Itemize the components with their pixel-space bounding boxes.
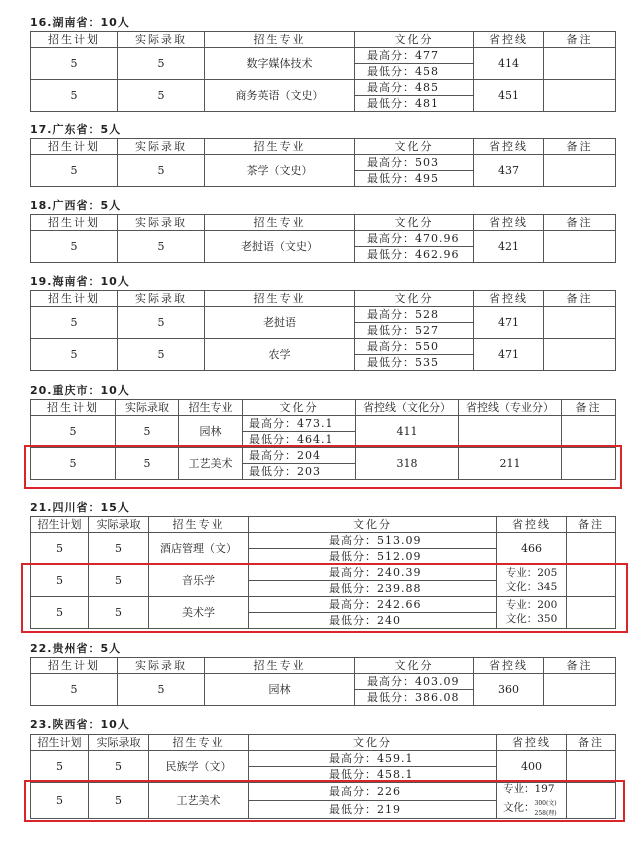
header-plan: 招生计划 — [31, 139, 118, 155]
max-score-cell: 最高分：470.96 — [355, 231, 474, 247]
table-row — [31, 307, 616, 323]
header-plan: 招生计划 — [31, 291, 118, 307]
min-score-cell: 最低分：240 — [249, 613, 497, 629]
admit-cell: 5 — [118, 307, 205, 339]
admit-cell: 5 — [118, 339, 205, 371]
plan-cell: 5 — [31, 751, 89, 783]
note-cell — [544, 48, 616, 80]
section-title-guangdong: 17.广东省：5人 — [30, 123, 122, 136]
max-score-cell: 最高分：204 — [243, 448, 356, 464]
note-cell — [562, 416, 616, 448]
table-hainan — [30, 290, 616, 371]
plan-cell: 5 — [31, 339, 118, 371]
table-header-row — [31, 291, 616, 307]
table-guangdong — [30, 138, 616, 187]
header-score: 文化分 — [249, 517, 497, 533]
section-title-guangxi: 18.广西省：5人 — [30, 199, 122, 212]
table-row — [31, 339, 616, 355]
min-score-cell: 最低分：219 — [249, 801, 497, 819]
section-title-hainan: 19.海南省：10人 — [30, 275, 130, 288]
control-line-major: 专业：197 — [503, 783, 555, 796]
control-line-major-cell — [459, 416, 562, 448]
admit-cell: 5 — [116, 448, 179, 480]
admit-cell: 5 — [118, 48, 205, 80]
major-cell: 园林 — [179, 416, 243, 448]
table-guangxi — [30, 214, 616, 263]
header-admit: 实际录取 — [118, 658, 205, 674]
major-cell: 茶学（文史） — [205, 155, 355, 187]
note-cell — [544, 339, 616, 371]
control-line-cell: 414 — [474, 48, 544, 80]
control-line-cell — [497, 783, 567, 819]
header-control-line: 省控线 — [474, 139, 544, 155]
section-title-hunan: 16.湖南省：10人 — [30, 16, 130, 29]
min-score-cell: 最低分：535 — [355, 355, 474, 371]
header-plan: 招生计划 — [31, 517, 89, 533]
header-score: 文化分 — [249, 735, 497, 751]
table-header-row — [31, 32, 616, 48]
header-plan: 招生计划 — [31, 400, 116, 416]
max-score-cell: 最高分：473.1 — [243, 416, 356, 432]
major-cell: 商务英语（文史） — [205, 80, 355, 112]
plan-cell: 5 — [31, 155, 118, 187]
plan-cell: 5 — [31, 231, 118, 263]
table-guizhou — [30, 657, 616, 706]
major-cell: 美术学 — [149, 597, 249, 629]
header-note: 备注 — [567, 517, 616, 533]
control-line-culture: 文化：350 — [505, 612, 558, 625]
note-cell — [544, 80, 616, 112]
header-note: 备注 — [544, 658, 616, 674]
section-title-shaanxi: 23.陕西省：10人 — [30, 718, 130, 731]
note-cell — [567, 597, 616, 629]
min-score-cell: 最低分：458 — [355, 64, 474, 80]
table-header-row — [31, 215, 616, 231]
header-admit: 实际录取 — [118, 139, 205, 155]
max-score-cell: 最高分：226 — [249, 783, 497, 801]
table-row — [31, 533, 616, 549]
culture-value-arts: 300(文) — [534, 799, 557, 807]
table-sichuan — [30, 516, 616, 629]
header-admit: 实际录取 — [118, 32, 205, 48]
admit-cell: 5 — [89, 783, 149, 819]
plan-cell: 5 — [31, 448, 116, 480]
table-row — [31, 80, 616, 96]
note-cell — [544, 307, 616, 339]
max-score-cell: 最高分：485 — [355, 80, 474, 96]
min-score-cell: 最低分：512.09 — [249, 549, 497, 565]
min-score-cell: 最低分：203 — [243, 464, 356, 480]
max-score-cell: 最高分：240.39 — [249, 565, 497, 581]
table-header-row — [31, 139, 616, 155]
section-title-guizhou: 22.贵州省：5人 — [30, 642, 122, 655]
max-score-cell: 最高分：513.09 — [249, 533, 497, 549]
major-cell: 音乐学 — [149, 565, 249, 597]
table-chongqing — [30, 399, 616, 480]
header-control-line: 省控线 — [474, 215, 544, 231]
min-score-cell: 最低分：458.1 — [249, 767, 497, 783]
plan-cell: 5 — [31, 674, 118, 706]
major-cell: 园林 — [205, 674, 355, 706]
note-cell — [567, 533, 616, 565]
header-note: 备注 — [544, 291, 616, 307]
min-score-cell: 最低分：527 — [355, 323, 474, 339]
header-admit: 实际录取 — [118, 291, 205, 307]
control-line-cell: 471 — [474, 339, 544, 371]
header-major: 招生专业 — [205, 32, 355, 48]
header-control-line: 省控线 — [474, 32, 544, 48]
major-cell: 老挝语 — [205, 307, 355, 339]
header-major: 招生专业 — [179, 400, 243, 416]
note-cell — [544, 674, 616, 706]
admit-cell: 5 — [118, 231, 205, 263]
control-line-cell: 421 — [474, 231, 544, 263]
table-header-row — [31, 517, 616, 533]
max-score-cell: 最高分：550 — [355, 339, 474, 355]
header-score: 文化分 — [355, 291, 474, 307]
admit-cell: 5 — [89, 565, 149, 597]
header-note: 备注 — [544, 139, 616, 155]
header-score: 文化分 — [355, 139, 474, 155]
admit-cell: 5 — [89, 597, 149, 629]
header-control-line: 省控线 — [474, 658, 544, 674]
header-admit: 实际录取 — [116, 400, 179, 416]
plan-cell: 5 — [31, 80, 118, 112]
min-score-cell: 最低分：464.1 — [243, 432, 356, 448]
plan-cell: 5 — [31, 416, 116, 448]
min-score-cell: 最低分：386.08 — [355, 690, 474, 706]
header-control-line-major: 省控线（专业分） — [459, 400, 562, 416]
header-major: 招生专业 — [149, 517, 249, 533]
header-major: 招生专业 — [205, 658, 355, 674]
major-cell: 农学 — [205, 339, 355, 371]
header-note: 备注 — [562, 400, 616, 416]
admit-cell: 5 — [89, 751, 149, 783]
control-line-cell: 466 — [497, 533, 567, 565]
header-note: 备注 — [544, 32, 616, 48]
major-cell: 老挝语（文史） — [205, 231, 355, 263]
control-line-cell — [497, 597, 567, 629]
note-cell — [567, 751, 616, 783]
admit-cell: 5 — [118, 80, 205, 112]
table-row — [31, 231, 616, 247]
table-row — [31, 783, 616, 801]
table-row — [31, 448, 616, 464]
control-line-culture-values — [535, 797, 557, 818]
header-note: 备注 — [567, 735, 616, 751]
table-row — [31, 48, 616, 64]
control-line-culture-cell: 411 — [356, 416, 459, 448]
max-score-cell: 最高分：503 — [355, 155, 474, 171]
header-plan: 招生计划 — [31, 658, 118, 674]
major-cell: 酒店管理（文） — [149, 533, 249, 565]
header-control-line: 省控线 — [474, 291, 544, 307]
plan-cell: 5 — [31, 48, 118, 80]
header-plan: 招生计划 — [31, 215, 118, 231]
min-score-cell: 最低分：495 — [355, 171, 474, 187]
table-row — [31, 751, 616, 767]
header-score: 文化分 — [243, 400, 356, 416]
control-line-cell: 451 — [474, 80, 544, 112]
control-line-cell: 360 — [474, 674, 544, 706]
major-cell: 数字媒体技术 — [205, 48, 355, 80]
min-score-cell: 最低分：239.88 — [249, 581, 497, 597]
control-line-culture-cell: 318 — [356, 448, 459, 480]
table-shaanxi — [30, 734, 616, 819]
table-row — [31, 416, 616, 432]
table-row — [31, 597, 616, 613]
plan-cell: 5 — [31, 307, 118, 339]
control-line-culture: 文化：345 — [505, 580, 558, 593]
header-admit: 实际录取 — [118, 215, 205, 231]
major-cell: 工艺美术 — [149, 783, 249, 819]
section-title-chongqing: 20.重庆市：10人 — [30, 384, 130, 397]
header-major: 招生专业 — [205, 215, 355, 231]
plan-cell: 5 — [31, 597, 89, 629]
header-score: 文化分 — [355, 658, 474, 674]
control-line-culture: 文化： — [503, 801, 535, 814]
culture-value-science: 258(理) — [534, 810, 557, 818]
header-control-line-culture: 省控线（文化分） — [356, 400, 459, 416]
header-major: 招生专业 — [149, 735, 249, 751]
table-hunan — [30, 31, 616, 112]
major-cell: 工艺美术 — [179, 448, 243, 480]
table-header-row — [31, 658, 616, 674]
note-cell — [544, 231, 616, 263]
table-row — [31, 155, 616, 171]
plan-cell: 5 — [31, 565, 89, 597]
control-line-cell: 471 — [474, 307, 544, 339]
max-score-cell: 最高分：242.66 — [249, 597, 497, 613]
admit-cell: 5 — [118, 155, 205, 187]
plan-cell: 5 — [31, 533, 89, 565]
table-row — [31, 674, 616, 690]
min-score-cell: 最低分：462.96 — [355, 247, 474, 263]
table-header-row — [31, 400, 616, 416]
control-line-cell: 437 — [474, 155, 544, 187]
control-line-cell — [497, 565, 567, 597]
note-cell — [544, 155, 616, 187]
section-title-sichuan: 21.四川省：15人 — [30, 501, 130, 514]
table-row — [31, 565, 616, 581]
control-line-major: 专业：205 — [505, 567, 558, 580]
admit-cell: 5 — [116, 416, 179, 448]
header-major: 招生专业 — [205, 291, 355, 307]
max-score-cell: 最高分：528 — [355, 307, 474, 323]
header-control-line: 省控线 — [497, 517, 567, 533]
plan-cell: 5 — [31, 783, 89, 819]
header-admit: 实际录取 — [89, 735, 149, 751]
note-cell — [567, 783, 616, 819]
control-line-cell: 400 — [497, 751, 567, 783]
admit-cell: 5 — [89, 533, 149, 565]
min-score-cell: 最低分：481 — [355, 96, 474, 112]
control-line-major: 专业：200 — [505, 599, 558, 612]
major-cell: 民族学（文） — [149, 751, 249, 783]
header-plan: 招生计划 — [31, 735, 89, 751]
header-plan: 招生计划 — [31, 32, 118, 48]
table-header-row — [31, 735, 616, 751]
header-note: 备注 — [544, 215, 616, 231]
max-score-cell: 最高分：403.09 — [355, 674, 474, 690]
header-score: 文化分 — [355, 215, 474, 231]
admit-cell: 5 — [118, 674, 205, 706]
max-score-cell: 最高分：459.1 — [249, 751, 497, 767]
note-cell — [567, 565, 616, 597]
note-cell — [562, 448, 616, 480]
max-score-cell: 最高分：477 — [355, 48, 474, 64]
header-control-line: 省控线 — [497, 735, 567, 751]
header-score: 文化分 — [355, 32, 474, 48]
header-major: 招生专业 — [205, 139, 355, 155]
header-admit: 实际录取 — [89, 517, 149, 533]
control-line-major-cell: 211 — [459, 448, 562, 480]
